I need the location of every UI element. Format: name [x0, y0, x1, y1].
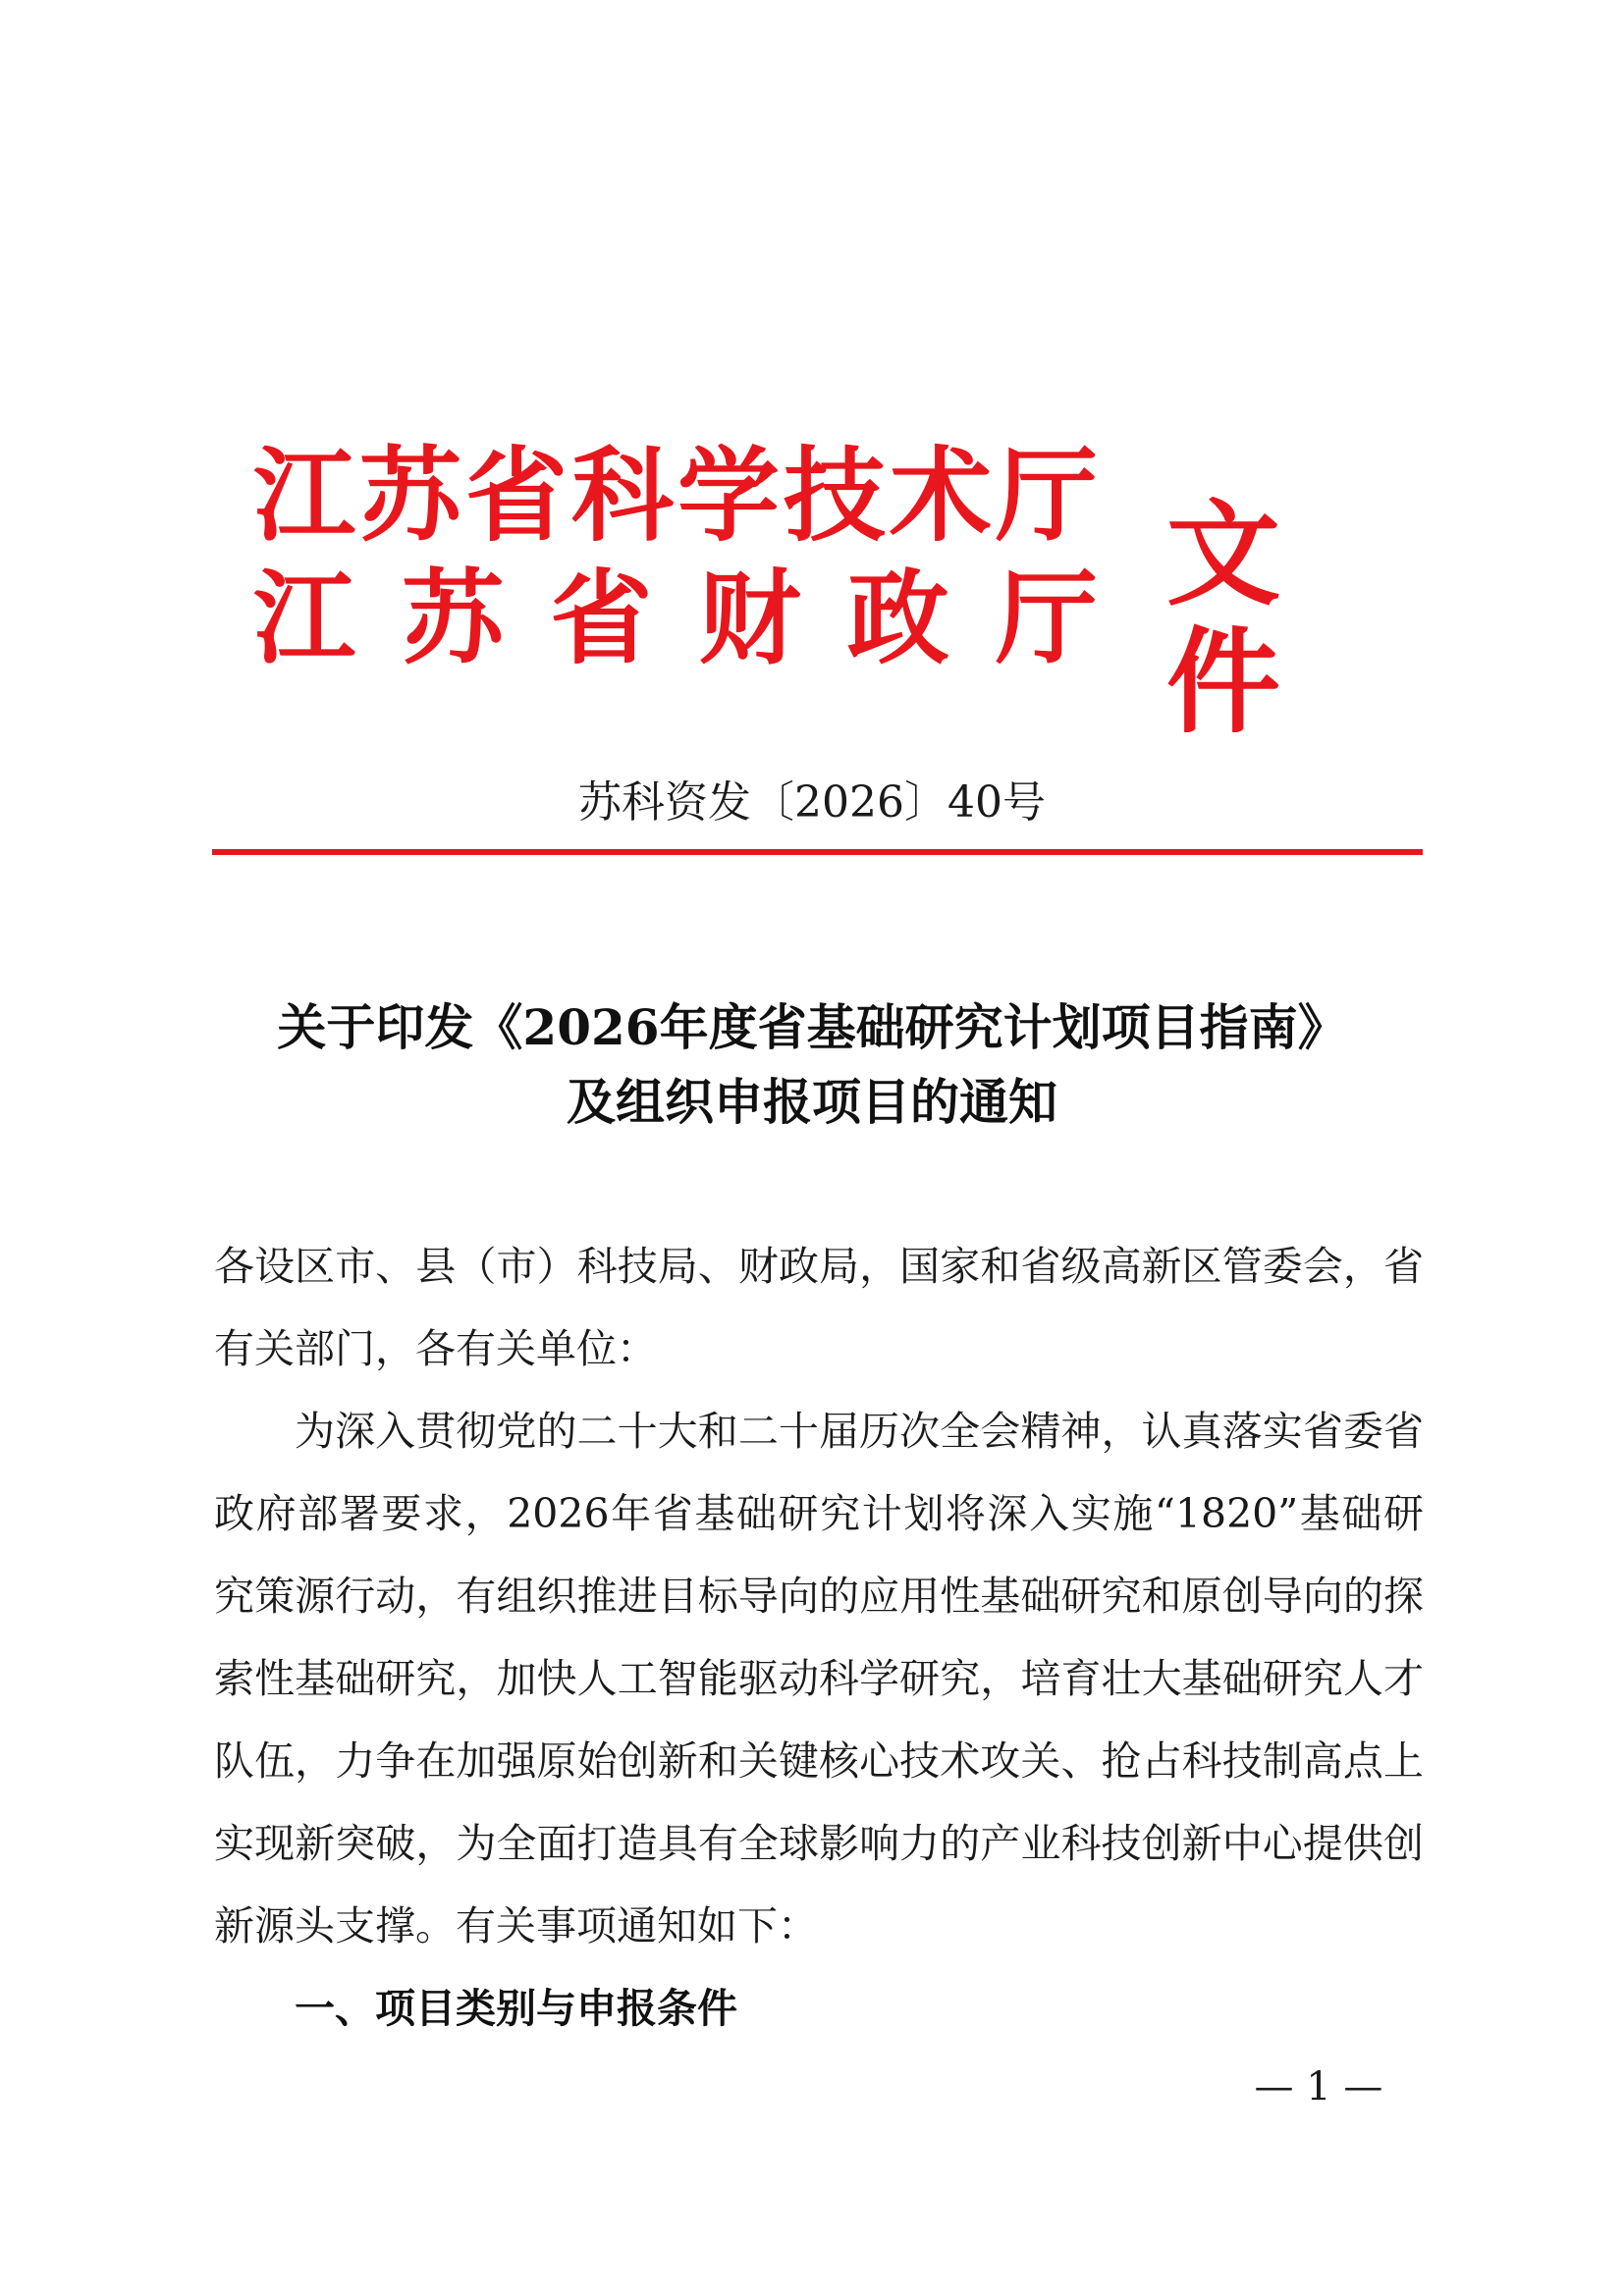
red-header [253, 435, 1382, 749]
issuer-char: 江 [253, 558, 356, 678]
issuer-char: 学 [677, 435, 780, 556]
issuer-char: 术 [889, 435, 992, 556]
notice-title-line-1: 关于印发《2026年度省基础研究计划项目指南》 [277, 998, 1347, 1056]
section-heading: 一、项目类别与申报条件 [295, 1985, 737, 2032]
red-divider-line [212, 849, 1423, 855]
document-number: 苏科资发〔2026〕40号 [578, 777, 1046, 828]
document-word: 文件 [1166, 488, 1280, 749]
issuer-char: 苏 [358, 435, 461, 556]
issuer-char: 财 [698, 558, 801, 678]
issuer-science-department [253, 437, 1098, 555]
issuer-char: 政 [846, 558, 949, 678]
issuer-finance-department [253, 560, 1098, 677]
body-paragraph: 为深入贯彻党的二十大和二十届历次全会精神，认真落实省委省政府部署要求，2026年省基础研究计划将深入实施“1820”基础研究策源行动，有组织推进目标导向的应用性基础研究和原创导向的探索性基础研究，加快人工智能驱动科学研究，培育壮大基础研究人才队伍，力争在加强原始创新和关键核心技术攻关、抢占科技制高点上实现新突破，为全面打造具有全球影响力的产业科技创新中心提供创新源头支撑。有关事项通知如下： [214, 1408, 1424, 1949]
issuer-char: 江 [253, 435, 356, 556]
issuer-char: 厅 [995, 558, 1098, 678]
issuer-char: 厅 [995, 435, 1098, 556]
issuer-char: 技 [783, 435, 886, 556]
issuer-char: 省 [464, 435, 568, 556]
issuer-char: 省 [550, 558, 653, 678]
issuer-char: 苏 [402, 558, 505, 678]
salutation-block [214, 1225, 1424, 1390]
notice-title-line-2: 及组织申报项目的通知 [567, 1073, 1057, 1131]
body-paragraph-block [214, 1390, 1424, 1967]
page-number: — 1 — [1254, 2064, 1383, 2109]
issuer-char: 科 [570, 435, 674, 556]
salutation-text: 各设区市、县（市）科技局、财政局，国家和省级高新区管委会，省有关部门，各有关单位： [214, 1243, 1424, 1372]
